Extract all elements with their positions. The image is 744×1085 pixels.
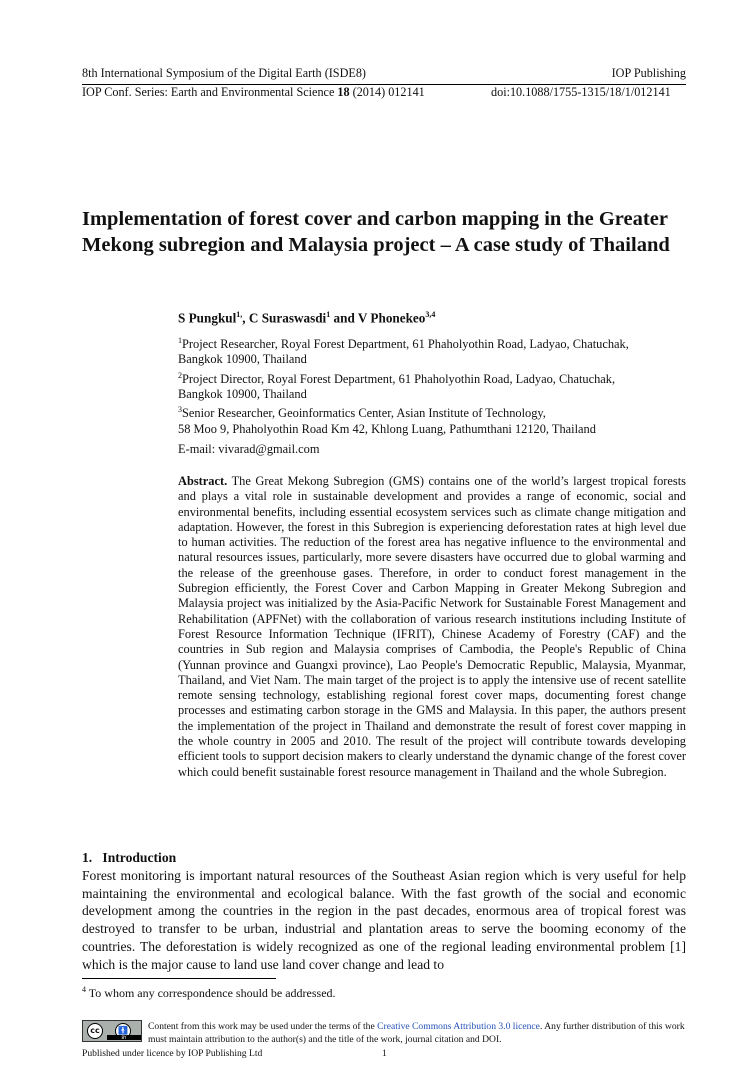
abstract-label: Abstract. (178, 474, 228, 488)
cc-icon: cc (87, 1023, 103, 1039)
license-statement: Content from this work may be used under the terms of the Creative Commons Attribution 3.0 licence. Any further distribution of this work must maintain attribution to the author(s) and the title of the work, journal citation and DOI. (148, 1021, 685, 1045)
published-under-licence: Published under licence by IOP Publishing Ltd (82, 1048, 263, 1059)
abstract-text: The Great Mekong Subregion (GMS) contains one of the world’s largest tropical forests and plays a vital role in sustainable development and provides a range of economic, social and environmental benefits, including essential ecosystem services such as climate change mitigation and adaptation. However, the forest in this Subregion is experiencing deforestation rates at high level due to human activities. The reduction of the forest area has negative influence to the environmental and natural resources issues, particularly, more severe disasters have occurred due to global warming and the release of the greenhouse gases. Therefore, in order to conduct forest management in the Subregion efficiently, the Forest Cover and Carbon Mapping in Greater Mekong Subregion and Malaysia project was initialized by the Asia-Pacific Network for Sustainable Forest Management and Rehabilitation (APFNet) with the collaboration of various research institutions including Institute of Forest Resource Information Technique (IFRIT), Chinese Academy of Forestry (CAF) and the countries in Sub region and Malaysia comprises of Cambodia, the People's Republic of China (Yunnan province and Guangxi province), Lao People's Democratic Republic, Malaysia, Myanmar, Thailand, and Viet Nam. The main target of the project is to apply the intensive use of recent satellite remote sensing technology, establishing regional forest cover maps, documenting forest change processes and estimating carbon storage in the GMS and Malaysia. In this paper, the authors present the implementation of the project in Thailand and demonstrate the result of forest cover mapping in the whole country in 2005 and 2010. The result of the project will contribute towards developing efficient tools to support decision makers to clearly understand the dynamic change of the forest cover which could benefit sustainable forest resource management in Thailand and the whole Subregion. (178, 474, 686, 779)
affiliation: $^2$Project Director, Royal Forest Department, 61 Phaholyothin Road, Ladyao, Chatuchak, Bangkok 10900, Thailand (178, 370, 616, 402)
attribution-person-icon: 🚹 (115, 1023, 131, 1039)
conference-name: 8th International Symposium of the Digital Earth (ISDE8) (82, 66, 366, 80)
contact-email[interactable]: E-mail: vivarad@gmail.com (178, 442, 320, 456)
series-header (82, 84, 686, 99)
author: V Phonekeo (357, 310, 426, 326)
publisher-name: IOP Publishing (611, 66, 686, 80)
author: C Suraswasdi (248, 310, 327, 326)
series-citation: IOP Conf. Series: Earth and Environmental Science 18 (2014) 012141 (82, 85, 425, 99)
affiliation: $^1$Project Researcher, Royal Forest Department, 61 Phaholyothin Road, Ladyao, Chatuchak, Bangkok 10900, Thailand (178, 336, 629, 367)
volume-number: 18 (337, 85, 350, 99)
cc-by-license-icon[interactable]: cc 🚹 BY (82, 1020, 142, 1042)
section-heading: 1. Introduction (82, 850, 177, 865)
author-list: S Pungkul$^{1,}$, C Suraswasdi$^1$ and V Phonekeo$^{3,4}$ (178, 310, 436, 326)
page-number: 1 (382, 1048, 387, 1059)
footnote-rule (82, 978, 276, 979)
section-body: Forest monitoring is important natural resources of the Southeast Asian region which is very useful for help maintaining the environmental and ecological balance. With the fast growth of the social and economic development among the countries in the region in the past decades, enormous area of tropical forest was destroyed to transfer to be urban, industrial and plantation areas to serve the booming economy of the countries. The deforestation is widely recognized as one of the regional leading environmental problem [1] which is the major cause to land use land cover change and lead to (82, 868, 686, 972)
footnote: $^4$ To whom any correspondence should be addressed. (82, 985, 336, 1000)
cc-license-link[interactable]: Creative Commons Attribution 3.0 licence (377, 1021, 540, 1032)
affiliations (178, 333, 686, 437)
abstract (178, 474, 686, 780)
paper-title: Implementation of forest cover and carbon mapping in the Greater Mekong subregion and Malaysia project – A case study of Thailand (82, 208, 670, 256)
author: S Pungkul (178, 310, 237, 326)
doi[interactable]: doi:10.1088/1755-1315/18/1/012141 (491, 85, 671, 99)
affiliation: $^3$Senior Researcher, Geoinformatics Center, Asian Institute of Technology, 58 Moo 9, Phaholyothin Road Km 42, Khlong Luang, Pathumthani 12120, Thailand (178, 405, 596, 436)
